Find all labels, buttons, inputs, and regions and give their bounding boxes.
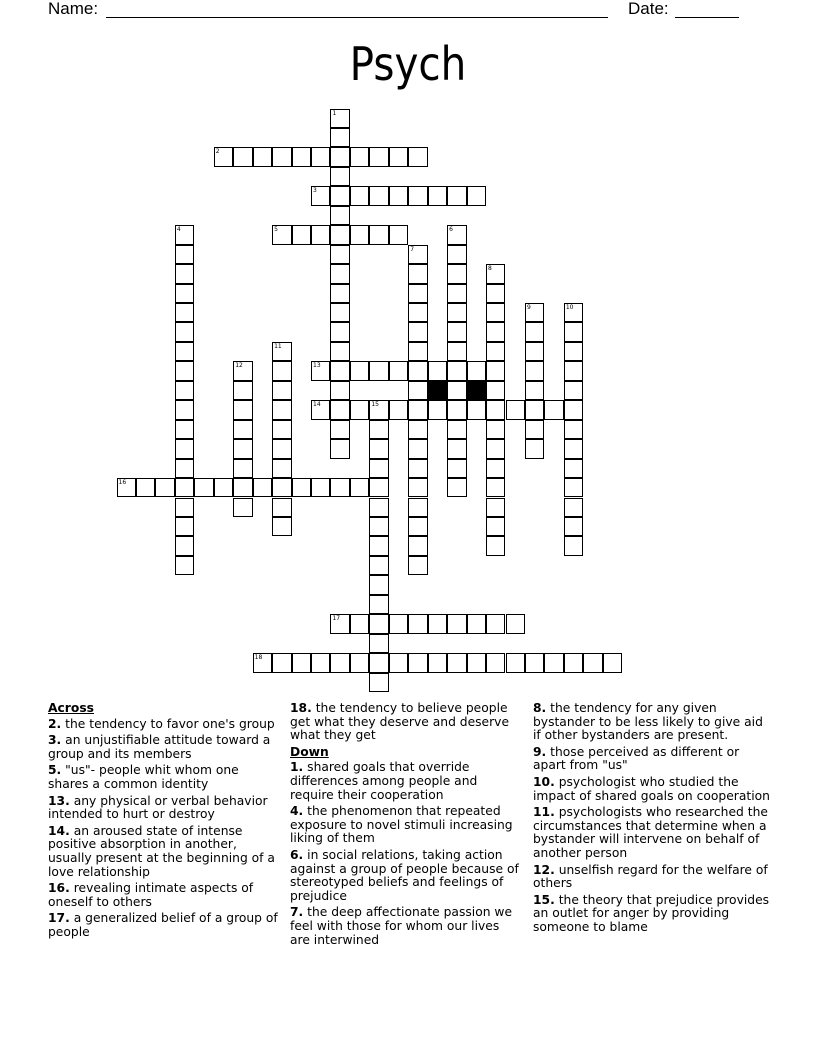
cell-number: 9 xyxy=(526,304,531,311)
grid-cell[interactable] xyxy=(467,653,486,672)
clue-down-1 xyxy=(290,761,522,802)
clue-across-3 xyxy=(48,734,280,761)
grid-cell[interactable] xyxy=(292,147,311,166)
grid-cell[interactable] xyxy=(175,556,194,575)
grid-cell[interactable] xyxy=(369,575,388,594)
grid-cell[interactable] xyxy=(330,128,349,147)
clues-column-2 xyxy=(290,702,522,950)
clue-across-17 xyxy=(48,912,280,939)
cell-number: 17 xyxy=(332,615,341,623)
cell-number: 16 xyxy=(118,479,127,487)
clue-number: 17. xyxy=(48,911,70,926)
grid-cell[interactable] xyxy=(428,400,447,419)
grid-cell[interactable] xyxy=(525,361,544,380)
grid-cell[interactable] xyxy=(369,225,388,244)
grid-cell[interactable] xyxy=(408,498,427,517)
clue-text: any physical or verbal behavior intended to hurt or destroy xyxy=(48,793,268,822)
grid-cell[interactable] xyxy=(330,381,349,400)
grid-cell[interactable] xyxy=(408,381,427,400)
grid-cell[interactable] xyxy=(447,400,466,419)
grid-cell[interactable] xyxy=(272,459,291,478)
clue-number: 6. xyxy=(290,847,304,862)
grid-cell[interactable] xyxy=(175,420,194,439)
grid-cell[interactable] xyxy=(175,381,194,400)
grid-cell[interactable] xyxy=(272,381,291,400)
grid-cell[interactable] xyxy=(408,517,427,536)
clue-text: unselfish regard for the welfare of others xyxy=(533,862,768,891)
cell-number: 4 xyxy=(176,226,181,234)
grid-cell[interactable] xyxy=(564,459,583,478)
clues-column-3 xyxy=(533,702,773,938)
grid-cell[interactable] xyxy=(447,284,466,303)
clue-down-10 xyxy=(533,776,773,803)
grid-cell[interactable] xyxy=(272,517,291,536)
cell-number: 11 xyxy=(274,342,282,350)
grid-cell[interactable] xyxy=(175,342,194,361)
grid-cell[interactable] xyxy=(311,478,330,497)
grid-cell[interactable] xyxy=(486,264,505,283)
grid-cell[interactable] xyxy=(311,147,330,166)
grid-cell[interactable] xyxy=(408,420,427,439)
grid-cell[interactable] xyxy=(292,653,311,672)
grid-cell[interactable] xyxy=(175,517,194,536)
grid-cell[interactable] xyxy=(369,653,388,672)
clue-text: a generalized belief of a group of people xyxy=(48,911,278,939)
worksheet-header xyxy=(48,0,768,24)
grid-cell[interactable] xyxy=(389,361,408,380)
clue-number: 7. xyxy=(290,905,304,920)
grid-cell[interactable] xyxy=(486,614,505,633)
clue-text: in social relations, taking action against a group of people because of stereotyped beliefs and feelings of prejudice xyxy=(290,847,519,903)
grid-cell[interactable] xyxy=(330,303,349,322)
grid-cell[interactable] xyxy=(486,381,505,400)
grid-cell[interactable] xyxy=(525,322,544,341)
date-field[interactable] xyxy=(675,17,739,18)
grid-cell[interactable] xyxy=(486,478,505,497)
down-heading: Down xyxy=(290,744,329,759)
grid-cell[interactable] xyxy=(447,478,466,497)
grid-cell[interactable] xyxy=(408,147,427,166)
clue-text: revealing intimate aspects of oneself to others xyxy=(48,881,254,909)
clue-text: psychologist who studied the impact of shared goals on cooperation xyxy=(533,774,770,803)
cell-number: 2 xyxy=(215,148,220,156)
cell-number: 14 xyxy=(313,401,321,409)
grid-cell[interactable] xyxy=(408,342,427,361)
grid-cell[interactable] xyxy=(506,653,525,672)
grid-cell[interactable] xyxy=(447,186,466,205)
grid-cell[interactable] xyxy=(350,653,369,672)
clue-text: an unjustifiable attitude toward a group and its members xyxy=(48,733,271,761)
grid-cell[interactable] xyxy=(330,186,349,205)
grid-cell[interactable] xyxy=(389,653,408,672)
grid-cell[interactable] xyxy=(175,536,194,555)
date-label: Date: xyxy=(628,0,669,18)
clue-across-16 xyxy=(48,882,280,909)
grid-cell[interactable] xyxy=(369,439,388,458)
grid-cell[interactable] xyxy=(311,186,330,205)
clue-down-9 xyxy=(533,746,773,773)
cell-number: 7 xyxy=(410,245,415,253)
grid-cell[interactable] xyxy=(175,245,194,264)
clue-number: 11. xyxy=(533,805,555,820)
grid-cell[interactable] xyxy=(447,653,466,672)
cell-number: 12 xyxy=(235,362,243,370)
grid-cell[interactable] xyxy=(525,303,544,322)
grid-cell[interactable] xyxy=(564,303,583,322)
grid-cell[interactable] xyxy=(330,653,349,672)
grid-cell[interactable] xyxy=(486,498,505,517)
grid-cell[interactable] xyxy=(525,400,544,419)
grid-cell[interactable] xyxy=(486,459,505,478)
grid-cell[interactable] xyxy=(525,381,544,400)
grid-cell[interactable] xyxy=(408,556,427,575)
grid-cell[interactable] xyxy=(447,459,466,478)
clue-text: the phenomenon that repeated exposure to novel stimuli increasing liking of them xyxy=(290,804,513,846)
grid-cell[interactable] xyxy=(408,264,427,283)
grid-cell[interactable] xyxy=(369,595,388,614)
grid-cell[interactable] xyxy=(272,361,291,380)
clue-number: 9. xyxy=(533,744,547,759)
clue-across-13 xyxy=(48,795,280,822)
grid-cell[interactable] xyxy=(447,614,466,633)
clue-number: 8. xyxy=(533,701,547,715)
grid-cell[interactable] xyxy=(564,498,583,517)
grid-cell[interactable] xyxy=(233,361,252,380)
grid-cell[interactable] xyxy=(272,478,291,497)
cell-number: 13 xyxy=(313,362,321,370)
grid-cell[interactable] xyxy=(564,536,583,555)
grid-cell[interactable] xyxy=(564,400,583,419)
grid-cell[interactable] xyxy=(564,478,583,497)
black-cell xyxy=(428,381,447,400)
grid-cell[interactable] xyxy=(330,167,349,186)
clue-text: the tendency to believe people get what they deserve and deserve what they get xyxy=(290,701,510,743)
grid-cell[interactable] xyxy=(408,186,427,205)
grid-cell[interactable] xyxy=(369,186,388,205)
clue-across-5 xyxy=(48,764,280,791)
grid-cell[interactable] xyxy=(389,225,408,244)
grid-cell[interactable] xyxy=(253,478,272,497)
grid-cell[interactable] xyxy=(330,439,349,458)
grid-cell[interactable] xyxy=(467,614,486,633)
clue-number: 1. xyxy=(290,760,304,775)
clue-number: 16. xyxy=(48,881,70,896)
grid-cell[interactable] xyxy=(408,322,427,341)
grid-cell[interactable] xyxy=(369,517,388,536)
grid-cell[interactable] xyxy=(272,439,291,458)
grid-cell[interactable] xyxy=(447,303,466,322)
grid-cell[interactable] xyxy=(175,439,194,458)
grid-cell[interactable] xyxy=(311,361,330,380)
grid-cell[interactable] xyxy=(486,653,505,672)
grid-cell[interactable] xyxy=(330,614,349,633)
grid-cell[interactable] xyxy=(428,186,447,205)
grid-cell[interactable] xyxy=(292,225,311,244)
clue-text: an aroused state of intense positive absorption in another, usually present at the beginning of a love relationship xyxy=(48,823,275,879)
grid-cell[interactable] xyxy=(350,400,369,419)
grid-cell[interactable] xyxy=(447,439,466,458)
grid-cell[interactable] xyxy=(408,284,427,303)
grid-cell[interactable] xyxy=(369,361,388,380)
grid-cell[interactable] xyxy=(350,478,369,497)
grid-cell[interactable] xyxy=(408,459,427,478)
cell-number: 8 xyxy=(488,265,492,273)
cell-number: 15 xyxy=(371,401,379,409)
grid-cell[interactable] xyxy=(564,381,583,400)
clue-text: "us"- people whit whom one shares a common identity xyxy=(48,763,239,791)
grid-cell[interactable] xyxy=(253,147,272,166)
grid-cell[interactable] xyxy=(330,400,349,419)
grid-cell[interactable] xyxy=(408,400,427,419)
clue-down-11 xyxy=(533,806,773,860)
grid-cell[interactable] xyxy=(564,361,583,380)
grid-cell[interactable] xyxy=(467,361,486,380)
grid-cell[interactable] xyxy=(272,342,291,361)
clue-text: the deep affectionate passion we feel with those for whom our lives are interwined xyxy=(290,905,513,947)
grid-cell[interactable] xyxy=(330,147,349,166)
grid-cell[interactable] xyxy=(486,536,505,555)
grid-cell[interactable] xyxy=(369,400,388,419)
clue-across-14 xyxy=(48,825,280,879)
grid-cell[interactable] xyxy=(408,614,427,633)
grid-cell[interactable] xyxy=(272,147,291,166)
grid-cell[interactable] xyxy=(408,439,427,458)
grid-cell[interactable] xyxy=(233,420,252,439)
grid-cell[interactable] xyxy=(175,264,194,283)
grid-cell[interactable] xyxy=(525,653,544,672)
grid-cell[interactable] xyxy=(389,186,408,205)
grid-cell[interactable] xyxy=(447,322,466,341)
cell-number: 18 xyxy=(254,654,263,662)
grid-cell[interactable] xyxy=(330,342,349,361)
grid-cell[interactable] xyxy=(311,225,330,244)
grid-cell[interactable] xyxy=(486,361,505,380)
grid-cell[interactable] xyxy=(544,653,563,672)
clue-text: the tendency to favor one's group xyxy=(65,716,275,731)
grid-cell[interactable] xyxy=(350,225,369,244)
grid-cell[interactable] xyxy=(330,361,349,380)
grid-cell[interactable] xyxy=(175,400,194,419)
clue-number: 5. xyxy=(48,763,62,778)
grid-cell[interactable] xyxy=(506,400,525,419)
grid-cell[interactable] xyxy=(486,400,505,419)
clue-down-8 xyxy=(533,702,773,743)
grid-cell[interactable] xyxy=(525,420,544,439)
grid-cell[interactable] xyxy=(564,517,583,536)
cell-number: 6 xyxy=(449,226,453,234)
grid-cell[interactable] xyxy=(447,342,466,361)
grid-cell[interactable] xyxy=(330,284,349,303)
grid-cell[interactable] xyxy=(486,439,505,458)
grid-cell[interactable] xyxy=(214,478,233,497)
grid-cell[interactable] xyxy=(369,673,388,692)
clue-down-4 xyxy=(290,805,522,846)
grid-cell[interactable] xyxy=(350,361,369,380)
grid-cell[interactable] xyxy=(408,245,427,264)
clue-text: shared goals that override differences among people and require their cooperation xyxy=(290,760,478,802)
clue-number: 13. xyxy=(48,793,70,808)
grid-cell[interactable] xyxy=(408,653,427,672)
clue-number: 3. xyxy=(48,733,62,748)
grid-cell[interactable] xyxy=(175,322,194,341)
grid-cell[interactable] xyxy=(447,381,466,400)
grid-cell[interactable] xyxy=(136,478,155,497)
clue-text: those perceived as different or apart from "us" xyxy=(533,744,740,773)
clue-down-7 xyxy=(290,906,522,947)
across-heading: Across xyxy=(48,701,94,715)
clue-text: the theory that prejudice provides an outlet for anger by providing someone to blame xyxy=(533,892,770,934)
grid-cell[interactable] xyxy=(544,400,563,419)
grid-cell[interactable] xyxy=(369,634,388,653)
grid-cell[interactable] xyxy=(486,342,505,361)
clue-number: 4. xyxy=(290,804,304,819)
grid-cell[interactable] xyxy=(272,400,291,419)
grid-cell[interactable] xyxy=(233,147,252,166)
grid-cell[interactable] xyxy=(272,420,291,439)
clues-column-1 xyxy=(48,702,280,943)
grid-cell[interactable] xyxy=(155,478,174,497)
grid-cell[interactable] xyxy=(428,653,447,672)
grid-cell[interactable] xyxy=(447,245,466,264)
cell-number: 1 xyxy=(332,109,337,117)
grid-cell[interactable] xyxy=(408,478,427,497)
clue-number: 14. xyxy=(48,823,70,838)
grid-cell[interactable] xyxy=(175,225,194,244)
grid-cell[interactable] xyxy=(486,284,505,303)
clue-text: psychologists who researched the circumstances that determine when a bystander will intervene on behalf of another person xyxy=(533,805,768,860)
grid-cell[interactable] xyxy=(369,536,388,555)
clue-number: 18. xyxy=(290,701,312,715)
grid-cell[interactable] xyxy=(175,303,194,322)
name-field[interactable] xyxy=(106,17,608,18)
grid-cell[interactable] xyxy=(389,400,408,419)
grid-cell[interactable] xyxy=(350,614,369,633)
clue-text: the tendency for any given bystander to be less likely to give aid if other bystanders are present. xyxy=(533,701,763,743)
grid-cell[interactable] xyxy=(311,400,330,419)
grid-cell[interactable] xyxy=(369,556,388,575)
grid-cell[interactable] xyxy=(467,186,486,205)
grid-cell[interactable] xyxy=(272,653,291,672)
grid-cell[interactable] xyxy=(253,653,272,672)
clue-number: 12. xyxy=(533,862,555,877)
clue-number: 10. xyxy=(533,774,555,789)
grid-cell[interactable] xyxy=(233,459,252,478)
grid-cell[interactable] xyxy=(175,284,194,303)
grid-cell[interactable] xyxy=(447,361,466,380)
grid-cell[interactable] xyxy=(350,147,369,166)
grid-cell[interactable] xyxy=(330,225,349,244)
grid-cell[interactable] xyxy=(564,420,583,439)
grid-cell[interactable] xyxy=(272,498,291,517)
grid-cell[interactable] xyxy=(330,264,349,283)
grid-cell[interactable] xyxy=(447,225,466,244)
grid-cell[interactable] xyxy=(486,420,505,439)
grid-cell[interactable] xyxy=(408,361,427,380)
grid-cell[interactable] xyxy=(350,186,369,205)
grid-cell[interactable] xyxy=(428,361,447,380)
grid-cell[interactable] xyxy=(214,147,233,166)
grid-cell[interactable] xyxy=(233,498,252,517)
grid-cell[interactable] xyxy=(330,206,349,225)
grid-cell[interactable] xyxy=(447,420,466,439)
grid-cell[interactable] xyxy=(564,653,583,672)
grid-cell[interactable] xyxy=(369,459,388,478)
grid-cell[interactable] xyxy=(330,109,349,128)
grid-cell[interactable] xyxy=(389,147,408,166)
grid-cell[interactable] xyxy=(525,342,544,361)
grid-cell[interactable] xyxy=(525,439,544,458)
grid-cell[interactable] xyxy=(467,400,486,419)
grid-cell[interactable] xyxy=(272,225,291,244)
grid-cell[interactable] xyxy=(564,439,583,458)
grid-cell[interactable] xyxy=(447,264,466,283)
grid-cell[interactable] xyxy=(175,361,194,380)
grid-cell[interactable] xyxy=(330,245,349,264)
cell-number: 3 xyxy=(313,187,317,195)
grid-cell[interactable] xyxy=(233,439,252,458)
clue-number: 2. xyxy=(48,716,62,731)
grid-cell[interactable] xyxy=(175,459,194,478)
clue-down-12 xyxy=(533,864,773,891)
grid-cell[interactable] xyxy=(408,536,427,555)
clue-across-2 xyxy=(48,718,280,732)
name-label: Name: xyxy=(48,0,99,18)
grid-cell[interactable] xyxy=(233,400,252,419)
clue-down-6 xyxy=(290,849,522,903)
grid-cell[interactable] xyxy=(408,303,427,322)
grid-cell[interactable] xyxy=(194,478,213,497)
clue-number: 15. xyxy=(533,892,555,907)
grid-cell[interactable] xyxy=(564,342,583,361)
grid-cell[interactable] xyxy=(175,478,194,497)
grid-cell[interactable] xyxy=(369,147,388,166)
clue-across-18 xyxy=(290,702,522,743)
clue-down-15 xyxy=(533,894,773,935)
black-cell xyxy=(467,381,486,400)
grid-cell[interactable] xyxy=(117,478,136,497)
grid-cell[interactable] xyxy=(486,517,505,536)
grid-cell[interactable] xyxy=(175,498,194,517)
cell-number: 5 xyxy=(274,226,278,234)
grid-cell[interactable] xyxy=(506,614,525,633)
grid-cell[interactable] xyxy=(369,498,388,517)
grid-cell[interactable] xyxy=(369,478,388,497)
grid-cell[interactable] xyxy=(369,614,388,633)
grid-cell[interactable] xyxy=(292,478,311,497)
grid-cell[interactable] xyxy=(486,322,505,341)
grid-cell[interactable] xyxy=(233,381,252,400)
grid-cell[interactable] xyxy=(428,614,447,633)
grid-cell[interactable] xyxy=(330,478,349,497)
grid-cell[interactable] xyxy=(389,614,408,633)
grid-cell[interactable] xyxy=(330,420,349,439)
grid-cell[interactable] xyxy=(369,420,388,439)
grid-cell[interactable] xyxy=(583,653,602,672)
grid-cell[interactable] xyxy=(233,478,252,497)
grid-cell[interactable] xyxy=(603,653,622,672)
puzzle-title: Psych xyxy=(349,37,467,91)
cell-number: 10 xyxy=(565,304,574,311)
grid-cell[interactable] xyxy=(564,322,583,341)
grid-cell[interactable] xyxy=(330,322,349,341)
grid-cell[interactable] xyxy=(311,653,330,672)
grid-cell[interactable] xyxy=(486,303,505,322)
